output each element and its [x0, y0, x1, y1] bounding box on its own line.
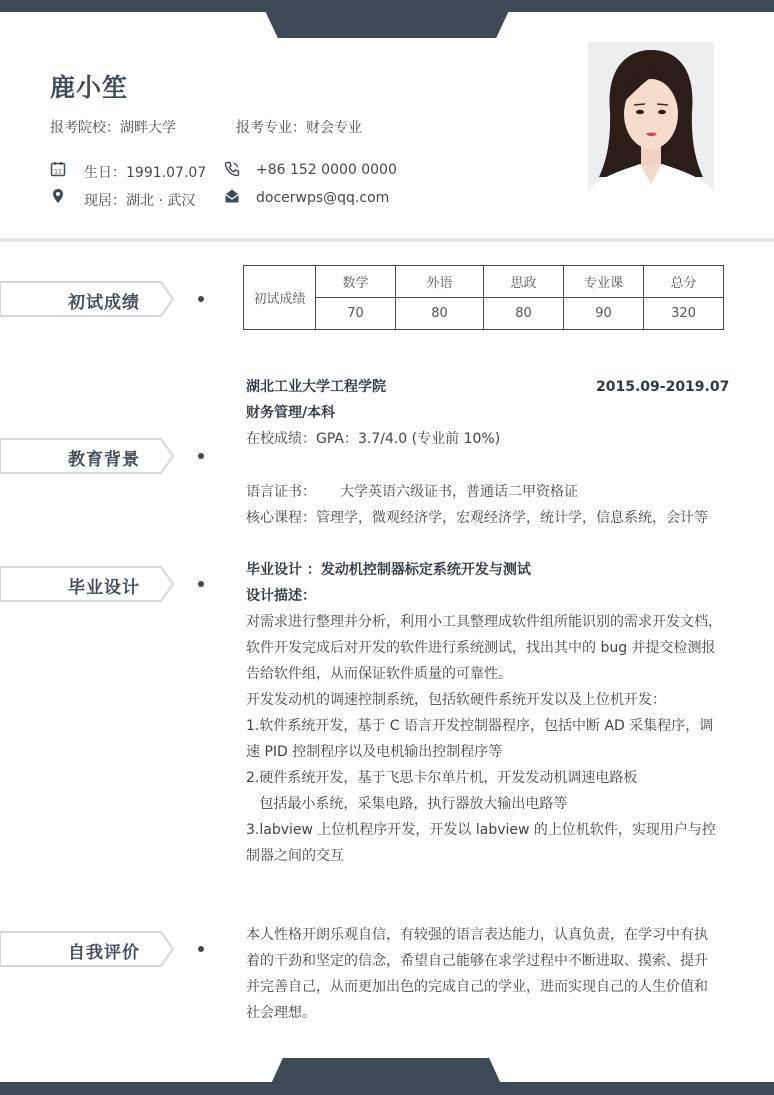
thesis-description	[246, 609, 722, 869]
text-line: 着的干劲和坚定的信念，希望自己能够在求学过程中不断进取、摸索、提升	[246, 953, 708, 969]
score-header-math: 数学	[316, 266, 396, 298]
score-row-label: 初试成绩	[244, 266, 316, 330]
text-line: 2.硬件系统开发，基于飞思卡尔单片机，开发发动机调速电路板	[246, 770, 638, 786]
score-value-politics: 80	[484, 298, 564, 330]
education-degree: 财务管理/本科	[246, 405, 336, 421]
bottom-bar	[0, 1082, 774, 1095]
text-line: 社会理想。	[246, 1005, 316, 1021]
profile-photo	[588, 42, 714, 212]
text-line: 速 PID 控制程序以及电机输出控制程序等	[246, 744, 503, 760]
text-line: 3.labview 上位机程序开发，开发以 labview 的上位机软件，实现用户与控	[246, 822, 716, 838]
header-divider	[0, 238, 774, 242]
thesis-desc-label: 设计描述：	[246, 588, 316, 604]
education-cert-value: 大学英语六级证书，普通话二甲资格证	[340, 484, 578, 500]
section-label-education: 教育背景	[0, 438, 175, 474]
text-line: 制器之间的交互	[246, 848, 344, 864]
text-line: 对需求进行整理并分析，利用小工具整理成软件组所能识别的需求开发文档，	[246, 614, 722, 630]
email-address: docerwps@qq.com	[256, 190, 390, 206]
score-header-politics: 思政	[484, 266, 564, 298]
section-label-scores: 初试成绩	[0, 281, 175, 317]
score-value-total: 320	[644, 298, 724, 330]
phone-number: +86 152 0000 0000	[256, 162, 397, 178]
score-value-major: 90	[564, 298, 644, 330]
current-location: 现居：湖北 · 武汉	[84, 193, 196, 209]
email-icon	[224, 188, 240, 204]
target-major: 报考专业：财会专业	[236, 120, 362, 136]
birth-date: 生日：1991.07.07	[84, 165, 207, 181]
section-dot	[198, 581, 204, 587]
score-header-total: 总分	[644, 266, 724, 298]
education-period: 2015.09-2019.07	[596, 379, 730, 395]
score-table	[243, 265, 724, 330]
thesis-title: 毕业设计 ：发动机控制器标定系统开发与测试	[246, 562, 531, 578]
calendar-icon	[50, 161, 66, 177]
section-dot	[198, 946, 204, 952]
text-line: 1.软件系统开发，基于 C 语言开发控制器程序，包括中断 AD 采集程序，调	[246, 718, 714, 734]
text-line: 并完善自己，从而更加出色的完成自己的学业，进而实现自己的人生价值和	[246, 979, 708, 995]
education-gpa: 在校成绩：GPA：3.7/4.0 (专业前 10%)	[246, 431, 501, 447]
education-cert-label: 语言证书：	[246, 484, 316, 500]
self-evaluation	[246, 922, 708, 1026]
score-value-math: 70	[316, 298, 396, 330]
section-dot	[198, 296, 204, 302]
section-label-self: 自我评价	[0, 931, 175, 967]
text-line: 包括最小系统，采集电路，执行器放大输出电路等	[246, 796, 568, 812]
target-school: 报考院校：湖畔大学	[50, 120, 176, 136]
score-value-language: 80	[396, 298, 484, 330]
section-dot	[198, 453, 204, 459]
candidate-name: 鹿小笙	[50, 73, 129, 102]
top-tab-decoration	[260, 0, 514, 38]
education-school: 湖北工业大学工程学院	[246, 379, 386, 395]
text-line: 软件开发完成后对开发的软件进行系统测试，找出其中的 bug 并提交检测报	[246, 640, 716, 656]
section-label-thesis: 毕业设计	[0, 566, 175, 602]
location-pin-icon	[50, 188, 66, 204]
svg-text:11: 11	[54, 168, 62, 176]
text-line: 开发发动机的调速控制系统，包括软硬件系统开发以及上位机开发：	[246, 692, 666, 708]
text-line: 本人性格开朗乐观自信，有较强的语言表达能力，认真负责，在学习中有执	[246, 927, 708, 943]
education-courses: 核心课程：管理学，微观经济学，宏观经济学，统计学，信息系统，会计等	[246, 510, 708, 526]
score-header-language: 外语	[396, 266, 484, 298]
text-line: 告给软件组，从而保证软件质量的可靠性。	[246, 666, 512, 682]
phone-icon	[224, 161, 240, 177]
score-header-major: 专业课	[564, 266, 644, 298]
